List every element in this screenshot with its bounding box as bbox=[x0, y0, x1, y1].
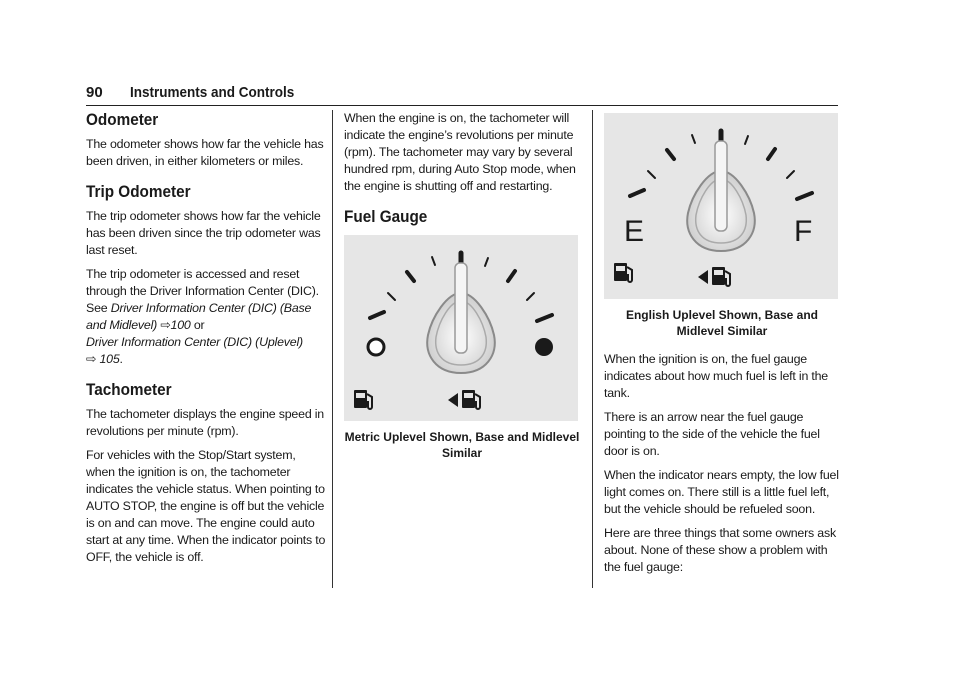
column-divider bbox=[332, 110, 333, 588]
fuel-pump-icon bbox=[462, 390, 480, 409]
column-left bbox=[86, 110, 326, 573]
fuel-door-arrow-icon bbox=[698, 270, 708, 284]
tach-text-1: The tachometer displays the engine speed in revolutions per minute (rpm). bbox=[86, 407, 324, 438]
heading-tachometer: Tachometer bbox=[86, 380, 172, 399]
english-gauge-caption: English Uplevel Shown, Base and Midlevel Similar bbox=[625, 308, 819, 338]
link-dic-base[interactable]: Driver Information Center (DIC) (Base and Midlevel) bbox=[86, 301, 312, 332]
section-title: Instruments and Controls bbox=[130, 84, 295, 101]
page-header bbox=[86, 83, 838, 106]
fuel-pump-icon bbox=[354, 390, 372, 409]
english-fuel-gauge-illustration bbox=[604, 113, 838, 299]
ref-arrow-icon: ⇨ bbox=[86, 352, 97, 366]
heading-odometer: Odometer bbox=[86, 110, 159, 129]
ref-arrow-icon: ⇨ bbox=[160, 318, 171, 332]
column-divider bbox=[592, 110, 593, 588]
fuel-pump-icon bbox=[614, 263, 632, 282]
link-dic-uplevel[interactable]: Driver Information Center (DIC) (Uplevel) bbox=[86, 335, 303, 349]
tach-text-2: For vehicles with the Stop/Start system, when the ignition is on, the tachometer indicates the vehicle status. When pointing to AUTO STOP, the engine is off but the vehicle is on and can move. The engine could auto start at any time. When the indicator points to OFF, the vehicle is off. bbox=[86, 448, 326, 564]
metric-gauge-caption: Metric Uplevel Shown, Base and Midlevel Similar bbox=[344, 430, 580, 460]
tach-text-3: When the engine is on, the tachometer will indicate the engine’s revolutions per minute (rpm). The tachometer may vary by several hundred rpm, during Auto Stop mode, when the engine is shutting off and restarting. bbox=[344, 111, 576, 193]
fuel-text-3: When the indicator nears empty, the low fuel light comes on. There still is a little fuel left, but the vehicle should be refueled soon. bbox=[604, 468, 839, 516]
fuel-pump-icon bbox=[712, 267, 730, 286]
metric-fuel-gauge-illustration bbox=[344, 235, 578, 421]
empty-circle-icon bbox=[368, 339, 384, 355]
page-number: 90 bbox=[86, 84, 103, 101]
column-right bbox=[604, 110, 840, 583]
column-middle bbox=[344, 110, 580, 473]
fuel-text-1: When the ignition is on, the fuel gauge indicates about how much fuel is left in the tank. bbox=[604, 352, 829, 400]
ref-page-100[interactable]: 100 bbox=[170, 318, 191, 332]
fuel-door-arrow-icon bbox=[448, 393, 458, 407]
trip-text-2: The trip odometer is accessed and reset through the Driver Information Center (DIC). See Driver Information Center (DIC) (Base and Midlevel) ⇨100 or Driver Information Center (DIC) (Uplevel) ⇨ 105. bbox=[86, 267, 319, 366]
trip-text-1: The trip odometer shows how far the vehicle has been driven since the trip odometer was last reset. bbox=[86, 209, 321, 257]
fuel-text-4: Here are three things that some owners ask about. None of these show a problem with the fuel gauge: bbox=[604, 526, 836, 574]
or-text: or bbox=[190, 318, 205, 332]
ref-page-105[interactable]: 105 bbox=[99, 352, 120, 366]
trip-text-2-lead: The trip odometer is accessed and reset through the Driver Information Center (DIC). See bbox=[86, 267, 319, 315]
heading-trip-odometer: Trip Odometer bbox=[86, 182, 191, 201]
odometer-text: The odometer shows how far the vehicle has been driven, in either kilometers or miles. bbox=[86, 137, 324, 168]
empty-label: E bbox=[624, 215, 645, 248]
fuel-text-2: There is an arrow near the fuel gauge pointing to the side of the vehicle the fuel door is on. bbox=[604, 410, 820, 458]
full-circle-icon bbox=[535, 338, 553, 356]
full-label: F bbox=[794, 215, 813, 248]
heading-fuel-gauge: Fuel Gauge bbox=[344, 207, 428, 226]
